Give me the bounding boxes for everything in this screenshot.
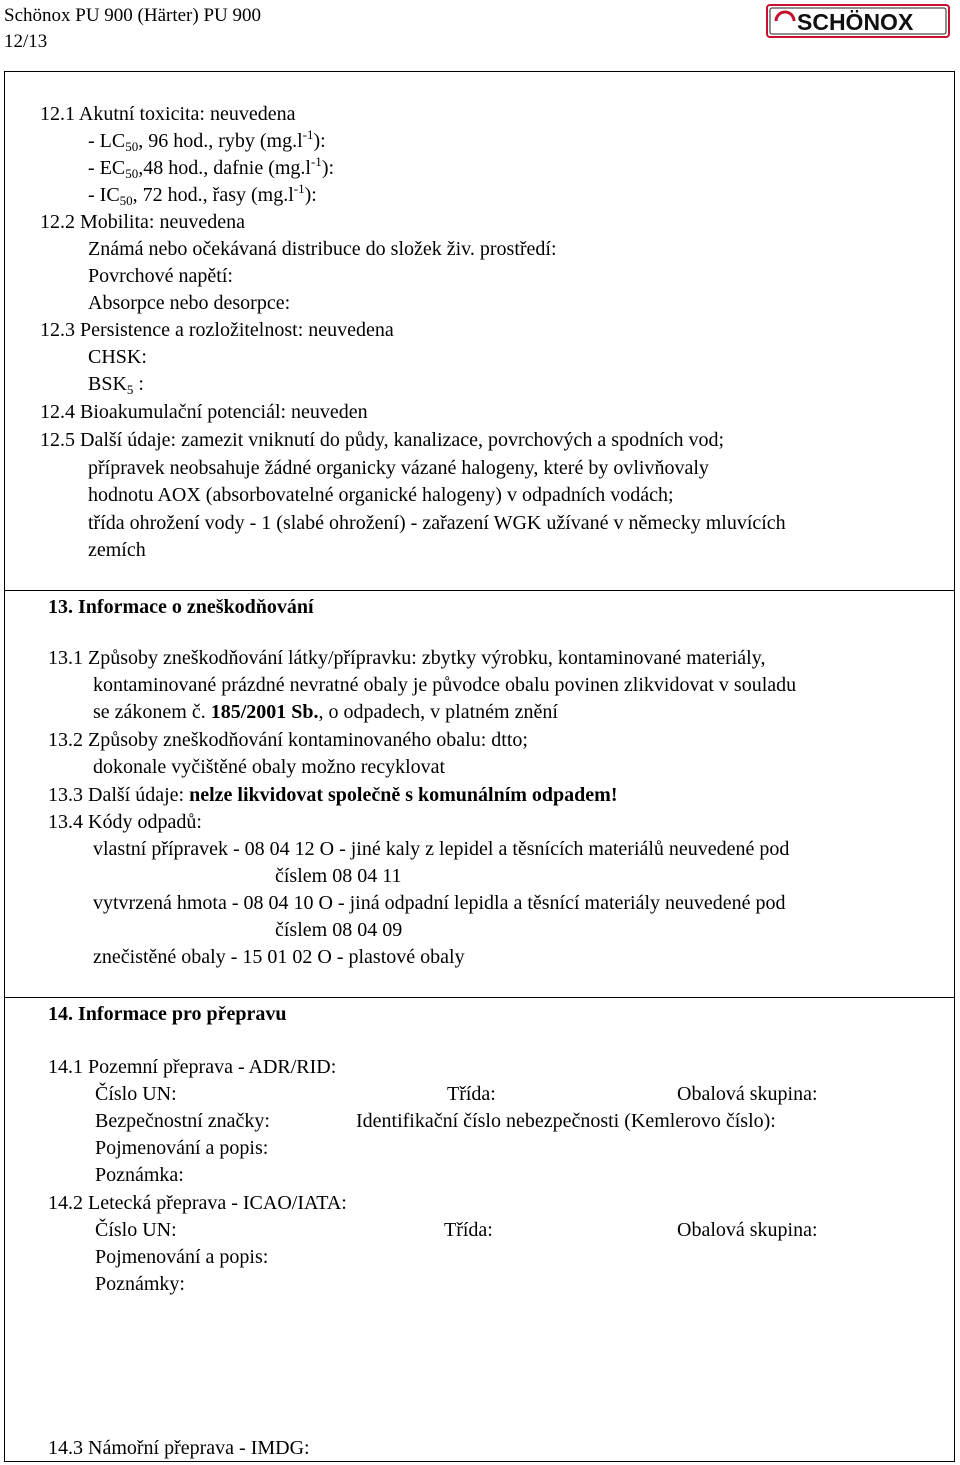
s14-2-packing-group: Obalová skupina: — [677, 1219, 818, 1241]
s14-1-un-number: Číslo UN: — [95, 1083, 177, 1105]
s13-4-cured-mass: vytvrzená hmota - 08 04 10 O - jiná odpadní lepidla a těsnící materiály neuvedené pod — [93, 892, 786, 914]
s13-1-line-a: kontaminované prázdné nevratné obaly je původce obalu povinen zlikvidovat v souladu — [93, 674, 797, 696]
s12-ic50: - $IC_{50}$, 72 hod., řasy $(mg.l^{-1})$: — [88, 181, 317, 208]
s14-2-air-transport: 14.2 Letecká přeprava - ICAO/IATA: — [48, 1192, 347, 1214]
s14-1-packing-group: Obalová skupina: — [677, 1083, 818, 1105]
s13-3-other: 13.3 Další údaje: nelze likvidovat společně s komunálním odpadem! — [48, 784, 618, 806]
s12-4-bioaccumulation: 12.4 Bioakumulační potenciál: neuveden — [40, 401, 368, 423]
s14-1-class: Třída: — [447, 1083, 496, 1105]
s13-4-contaminated-packaging: znečistěné obaly - 15 01 02 O - plastové obaly — [93, 946, 465, 968]
s12-3-bsk5: $BSK_5$ : — [88, 373, 144, 397]
s14-2-notes: Poznámky: — [95, 1273, 185, 1295]
s12-2-absorption: Absorpce nebo desorpce: — [88, 292, 291, 314]
s14-1-land-transport: 14.1 Pozemní přeprava - ADR/RID: — [48, 1056, 337, 1078]
s13-4-waste-codes: 13.4 Kódy odpadů: — [48, 811, 202, 833]
s14-3-sea-transport: 14.3 Námořní přeprava - IMDG: — [48, 1437, 310, 1459]
s13-2-line-a: dokonale vyčištěné obaly možno recyklovat — [93, 756, 446, 778]
s12-5-line-d: zemích — [88, 539, 146, 561]
s12-1-acute-toxicity: 12.1 Akutní toxicita: neuvedena — [40, 103, 296, 125]
s14-1-note: Poznámka: — [95, 1164, 184, 1186]
s13-1-disposal: 13.1 Způsoby zneškodňování látky/přípravku: zbytky výrobku, kontaminované materiály, — [48, 647, 766, 669]
divider-top — [4, 71, 955, 72]
s13-1-line-b: se zákonem č. 185/2001 Sb., o odpadech, v platném znění — [93, 701, 558, 723]
s12-2-mobility: 12.2 Mobilita: neuvedena — [40, 211, 245, 233]
divider-section-13 — [4, 590, 955, 591]
s13-heading: 13. Informace o zneškodňování — [48, 596, 314, 618]
logo-text: SCHÖNOX — [797, 9, 914, 35]
s12-5-other: 12.5 Další údaje: zamezit vniknutí do půdy, kanalizace, povrchových a spodních vod; — [40, 429, 725, 451]
s12-lc50: - $LC_{50}$, 96 hod., ryby $(mg.l^{-1})$: — [88, 127, 326, 154]
s12-3-chsk: CHSK: — [88, 346, 147, 368]
s13-4-cured-mass-number: číslem 08 04 09 — [275, 919, 403, 941]
page-number: 12/13 — [4, 31, 48, 52]
s14-heading: 14. Informace pro přepravu — [48, 1003, 287, 1025]
s14-1-name-description: Pojmenování a popis: — [95, 1137, 269, 1159]
s14-2-name-description: Pojmenování a popis: — [95, 1246, 269, 1268]
s13-2-packaging: 13.2 Způsoby zneškodňování kontaminovaného obalu: dtto; — [48, 729, 528, 751]
s13-4-own-product: vlastní přípravek - 08 04 12 O - jiné kaly z lepidel a těsnících materiálů neuvedené pod — [93, 838, 790, 860]
divider-section-14 — [4, 997, 955, 998]
divider-bottom — [4, 1461, 955, 1462]
s12-5-line-a: přípravek neobsahuje žádné organicky vázané halogeny, které by ovlivňovaly — [88, 457, 709, 479]
s13-4-own-product-number: číslem 08 04 11 — [275, 865, 402, 887]
s12-ec50: - $EC_{50},48$ hod., dafnie $(mg.l^{-1})$: — [88, 154, 335, 181]
s14-2-un-number: Číslo UN: — [95, 1219, 177, 1241]
s14-1-safety-marks: Bezpečnostní značky: — [95, 1110, 270, 1132]
s12-3-persistence: 12.3 Persistence a rozložitelnost: neuvedena — [40, 319, 394, 341]
s14-2-class: Třída: — [444, 1219, 493, 1241]
s12-2-distribution: Známá nebo očekávaná distribuce do složek živ. prostředí: — [88, 238, 557, 260]
schonox-logo — [766, 2, 950, 40]
document-title: Schönox PU 900 (Härter) PU 900 — [4, 5, 262, 26]
s12-5-line-c: třída ohrožení vody - 1 (slabé ohrožení) - zařazení WGK užívané v německy mluvících — [88, 512, 786, 534]
s12-2-surface-tension: Povrchové napětí: — [88, 265, 233, 287]
s12-5-line-b: hodnotu AOX (absorbovatelné organické halogeny) v odpadních vodách; — [88, 484, 674, 506]
s14-1-hazard-id: Identifikační číslo nebezpečnosti (Kemlerovo číslo): — [356, 1110, 776, 1132]
document-header — [4, 3, 261, 55]
